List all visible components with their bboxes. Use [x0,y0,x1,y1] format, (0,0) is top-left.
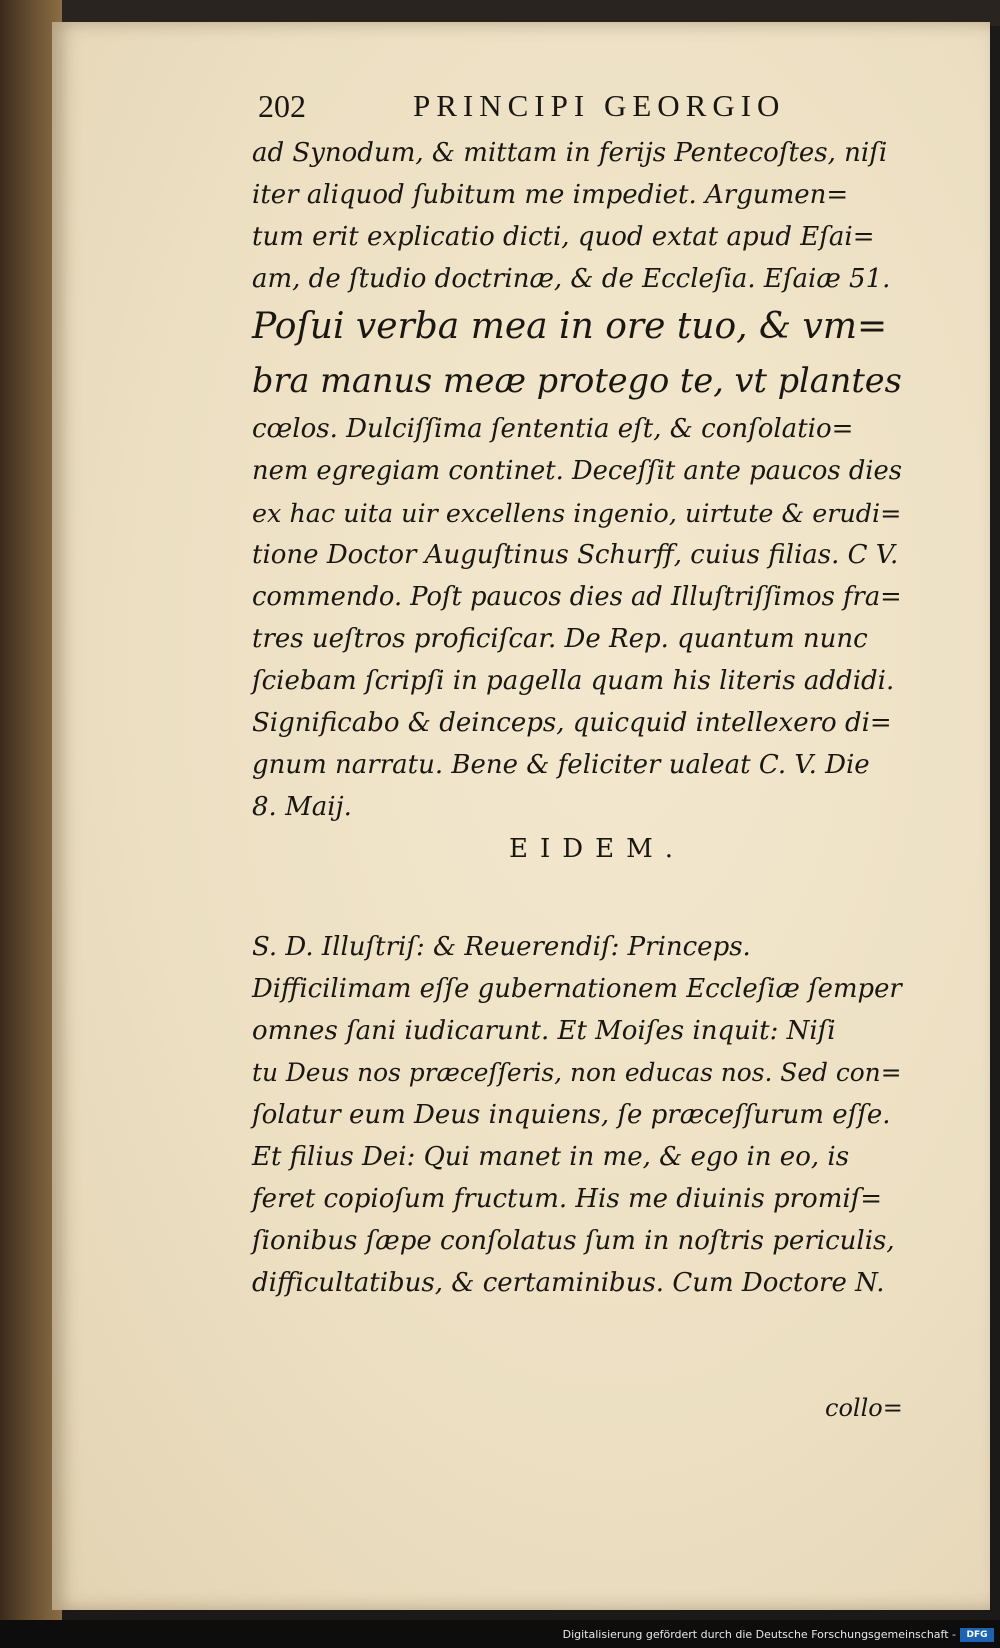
text-line: tum erit explicatio dicti, quod extat apud Eſai= [252,222,875,252]
text-line: tu Deus nos præceſſeris, non educas nos. Sed con= [252,1058,902,1087]
page-text [252,132,902,1304]
text-line: Significabo & deinceps, quicquid intellexero di= [252,708,892,738]
text-line: S. D. Illuſtriſ: & Reuerendiſ: Princeps. [252,932,751,962]
text-line: ſolatur eum Deus inquiens, ſe præceſſurum eſſe. [252,1100,891,1130]
text-line: tres ueſtros proficiſcar. De Rep. quantum nunc [252,624,868,654]
text-line: ſionibus ſæpe conſolatus ſum in noſtris periculis, [252,1226,895,1256]
text-line: difficultatibus, & certaminibus. Cum Doctore N. [252,1268,885,1298]
text-line: feret copioſum fructum. His me diuinis promiſ= [252,1184,883,1214]
funding-credit: Digitalisierung gefördert durch die Deutsche Forschungsgemeinschaft - [562,1628,956,1641]
text-line: cœlos. Dulciſſima ſententia eſt, & conſolatio= [252,414,854,444]
text-line: 8. Maij. [252,792,352,822]
text-line: Difficilimam eſſe gubernationem Eccleſiæ ſemper [252,974,902,1004]
text-line: Et filius Dei: Qui manet in me, & ego in eo, is [252,1142,850,1172]
page-header [258,88,878,132]
scripture-quote-line: Poſui verba mea in ore tuo, & vm= [252,306,888,347]
text-line: commendo. Poſt paucos dies ad Illuſtriſſimos fra= [252,582,902,612]
text-line: am, de ſtudio doctrinæ, & de Eccleſia. Eſaiæ 51. [252,264,891,294]
text-line: ſciebam ſcripſi in pagella quam his literis addidi. [252,666,895,696]
text-line: nem egregiam continet. Deceſſit ante paucos dies [252,456,902,486]
page-number: 202 [258,88,306,124]
text-line: ad Synodum, & mittam in ferijs Pentecoſtes, niſi [252,138,888,168]
text-line: tione Doctor Auguſtinus Schurff, cuius filias. C V. [252,540,899,570]
running-head: PRINCIPI GEORGIO [413,88,786,123]
scripture-quote-line: bra manus meæ protego te, vt plantes [252,361,902,400]
text-line: gnum narratu. Bene & feliciter ualeat C. V. Die [252,750,870,780]
dfg-logo-icon: DFG [960,1628,994,1642]
text-line: omnes ſani iudicarunt. Et Moiſes inquit: Niſi [252,1016,836,1046]
catchword: collo= [825,1394,903,1422]
spacer [252,870,902,926]
section-heading: EIDEM. [509,834,685,864]
text-line: iter aliquod ſubitum me impediet. Argumen= [252,180,849,210]
text-line: ex hac uita uir excellens ingenio, uirtute & erudi= [252,498,902,528]
